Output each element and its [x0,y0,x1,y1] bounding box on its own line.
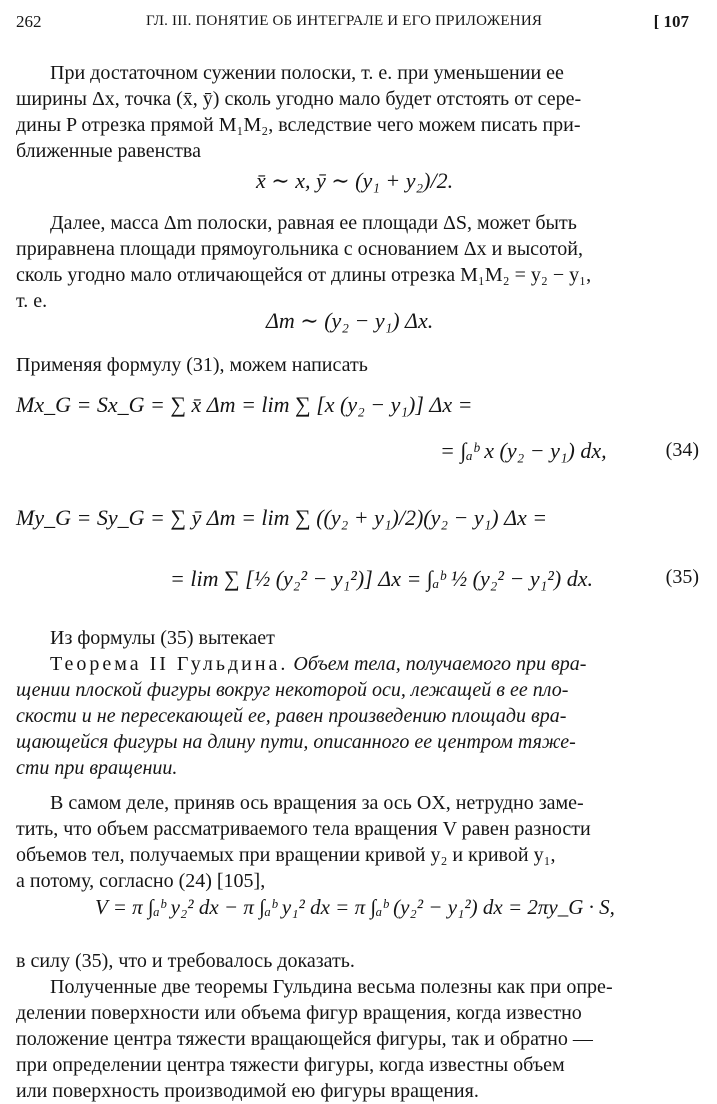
paragraph-5-line-3: объемов тел, получаемых при вращении кривой y₂ и кривой y₁, [16,844,556,866]
theorem-line-3: скости и не пересекающей ее, равен произведению площади вра- [16,705,567,727]
theorem-line-2: щении плоской фигуры вокруг некоторой оси, лежащей в ее пло- [16,679,569,701]
theorem-title: Теорема II Гульдина. [50,653,289,675]
running-head: ГЛ. III. ПОНЯТИЕ ОБ ИНТЕГРАЛЕ И ЕГО ПРИЛОЖЕНИЯ [146,13,543,29]
paragraph-7-line-4: при определении центра тяжести фигуры, когда известны объем [16,1054,565,1076]
equation-approximation: x̄ ∼ x, ȳ ∼ (y₁ + y₂)/2. [256,168,454,193]
paragraph-2-line-2: приравнена площади прямоугольника с основанием Δx и высотой, [16,238,583,260]
equation-mass: Δm ∼ (y₂ − y₁) Δx. [266,308,434,333]
paragraph-4: Из формулы (35) вытекает [50,627,275,649]
paragraph-3: Применяя формулу (31), можем написать [16,354,368,376]
paragraph-1-line-1: При достаточном сужении полоски, т. е. при уменьшении ее [50,62,564,84]
theorem-line-1 [50,651,586,677]
equation-34-line-1: Mx_G = Sx_G = ∑ x̄ Δm = lim ∑ [x (y₂ − y₁)] Δx = [16,392,473,417]
paragraph-1-line-3: дины P отрезка прямой M₁M₂, вследствие чего можем писать при- [16,114,581,136]
equation-35-number: (35) [665,566,699,588]
paragraph-1-line-2: ширины Δx, точка (x̄, ȳ) сколь угодно мало будет отстоять от сере- [16,88,582,110]
paragraph-5-line-1: В самом деле, приняв ось вращения за ось OX, нетрудно заме- [50,792,584,814]
paragraph-2-line-4: т. е. [16,290,48,312]
paragraph-1-line-4: ближенные равенства [16,140,201,162]
section-number: [ 107 [653,12,689,31]
paragraph-5-line-2: тить, что объем рассматриваемого тела вращения V равен разности [16,818,591,840]
page-number: 262 [16,12,42,31]
page-header [16,12,701,40]
equation-35-line-2: = lim ∑ [½ (y₂² − y₁²)] Δx = ∫ₐᵇ ½ (y₂² − y₁²) dx. [170,566,593,591]
equation-34-number: (34) [665,439,699,461]
equation-volume: V = π ∫ₐᵇ y₂² dx − π ∫ₐᵇ y₁² dx = π ∫ₐᵇ (y₂² − y₁²) dx = 2πy_G · S, [95,895,615,919]
equation-35-line-1: My_G = Sy_G = ∑ ȳ Δm = lim ∑ ((y₂ + y₁)/2)(y₂ − y₁) Δx = [16,505,548,530]
paragraph-2-line-3: сколь угодно мало отличающейся от длины отрезка M₁M₂ = y₂ − y₁, [16,264,592,286]
theorem-line-5: сти при вращении. [16,757,178,779]
paragraph-7-line-5: или поверхность производимой ею фигуры вращения. [16,1080,479,1102]
paragraph-7-line-1: Полученные две теоремы Гульдина весьма полезны как при опре- [50,976,613,998]
theorem-text-start: Объем тела, получаемого при вра- [293,653,587,675]
theorem-line-4: щающейся фигуры на длину пути, описанного ее центром тяже- [16,731,576,753]
paragraph-7-line-2: делении поверхности или объема фигур вращения, когда известно [16,1002,582,1024]
equation-34-line-2: = ∫ₐᵇ x (y₂ − y₁) dx, [440,438,607,463]
paragraph-7-line-3: положение центра тяжести вращающейся фигуры, так и обратно — [16,1028,593,1050]
paragraph-5-line-4: а потому, согласно (24) [105], [16,870,266,892]
paragraph-6: в силу (35), что и требовалось доказать. [16,950,355,972]
paragraph-2-line-1: Далее, масса Δm полоски, равная ее площади ΔS, может быть [50,212,577,234]
